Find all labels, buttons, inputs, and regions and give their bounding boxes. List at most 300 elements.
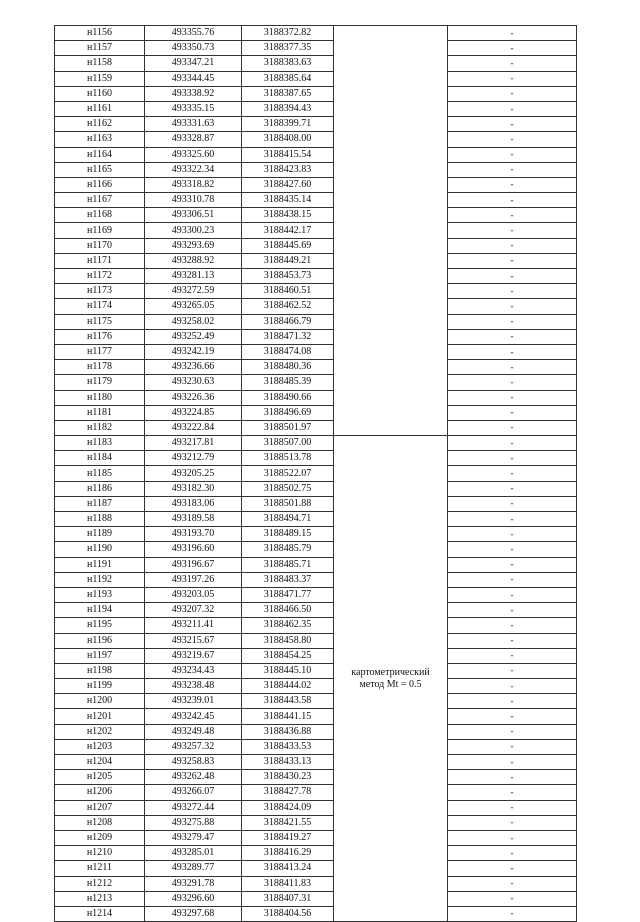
point-id-cell: н1203 [55, 739, 145, 754]
x-coordinate-cell: 493344.45 [145, 71, 242, 86]
y-coordinate-cell: 3188421.55 [242, 815, 334, 830]
x-coordinate-cell: 493211.41 [145, 618, 242, 633]
x-coordinate-cell: 493296.60 [145, 891, 242, 906]
point-id-cell: н1204 [55, 755, 145, 770]
point-id-cell: н1168 [55, 208, 145, 223]
y-coordinate-cell: 3188408.00 [242, 132, 334, 147]
x-coordinate-cell: 493189.58 [145, 512, 242, 527]
note-cell: - [448, 56, 577, 71]
note-cell: - [448, 557, 577, 572]
note-cell: - [448, 117, 577, 132]
y-coordinate-cell: 3188449.21 [242, 253, 334, 268]
x-coordinate-cell: 493193.70 [145, 527, 242, 542]
note-cell: - [448, 208, 577, 223]
y-coordinate-cell: 3188433.13 [242, 755, 334, 770]
x-coordinate-cell: 493224.85 [145, 405, 242, 420]
table-row [55, 451, 577, 466]
point-id-cell: н1163 [55, 132, 145, 147]
x-coordinate-cell: 493212.79 [145, 451, 242, 466]
point-id-cell: н1195 [55, 618, 145, 633]
y-coordinate-cell: 3188485.39 [242, 375, 334, 390]
y-coordinate-cell: 3188383.63 [242, 56, 334, 71]
y-coordinate-cell: 3188443.58 [242, 694, 334, 709]
x-coordinate-cell: 493272.44 [145, 800, 242, 815]
x-coordinate-cell: 493285.01 [145, 846, 242, 861]
table-row [55, 846, 577, 861]
point-id-cell: н1193 [55, 587, 145, 602]
y-coordinate-cell: 3188444.02 [242, 679, 334, 694]
x-coordinate-cell: 493196.60 [145, 542, 242, 557]
table-row [55, 86, 577, 101]
x-coordinate-cell: 493297.68 [145, 906, 242, 921]
y-coordinate-cell: 3188453.73 [242, 269, 334, 284]
x-coordinate-cell: 493258.83 [145, 755, 242, 770]
point-id-cell: н1177 [55, 344, 145, 359]
note-cell: - [448, 284, 577, 299]
note-cell: - [448, 177, 577, 192]
point-id-cell: н1197 [55, 648, 145, 663]
y-coordinate-cell: 3188466.50 [242, 603, 334, 618]
y-coordinate-cell: 3188485.71 [242, 557, 334, 572]
x-coordinate-cell: 493275.88 [145, 815, 242, 830]
y-coordinate-cell: 3188404.56 [242, 906, 334, 921]
note-cell: - [448, 663, 577, 678]
x-coordinate-cell: 493288.92 [145, 253, 242, 268]
y-coordinate-cell: 3188407.31 [242, 891, 334, 906]
note-cell: - [448, 253, 577, 268]
table-row [55, 117, 577, 132]
note-cell: - [448, 648, 577, 663]
note-cell: - [448, 496, 577, 511]
note-cell: - [448, 86, 577, 101]
table-row [55, 466, 577, 481]
x-coordinate-cell: 493203.05 [145, 587, 242, 602]
point-id-cell: н1212 [55, 876, 145, 891]
y-coordinate-cell: 3188445.69 [242, 238, 334, 253]
x-coordinate-cell: 493226.36 [145, 390, 242, 405]
table-row [55, 56, 577, 71]
point-id-cell: н1211 [55, 861, 145, 876]
y-coordinate-cell: 3188411.83 [242, 876, 334, 891]
point-id-cell: н1162 [55, 117, 145, 132]
x-coordinate-cell: 493355.76 [145, 26, 242, 41]
x-coordinate-cell: 493291.78 [145, 876, 242, 891]
x-coordinate-cell: 493272.59 [145, 284, 242, 299]
point-id-cell: н1161 [55, 101, 145, 116]
note-cell: - [448, 223, 577, 238]
y-coordinate-cell: 3188485.79 [242, 542, 334, 557]
table-row [55, 679, 577, 694]
y-coordinate-cell: 3188416.29 [242, 846, 334, 861]
x-coordinate-cell: 493257.32 [145, 739, 242, 754]
point-id-cell: н1188 [55, 512, 145, 527]
point-id-cell: н1169 [55, 223, 145, 238]
y-coordinate-cell: 3188489.15 [242, 527, 334, 542]
table-row [55, 663, 577, 678]
table-row [55, 694, 577, 709]
note-cell: - [448, 785, 577, 800]
note-cell: - [448, 41, 577, 56]
note-cell: - [448, 132, 577, 147]
note-cell: - [448, 633, 577, 648]
note-cell: - [448, 451, 577, 466]
note-cell: - [448, 846, 577, 861]
x-coordinate-cell: 493205.25 [145, 466, 242, 481]
x-coordinate-cell: 493234.43 [145, 663, 242, 678]
table-row [55, 223, 577, 238]
table-row [55, 208, 577, 223]
note-cell: - [448, 162, 577, 177]
y-coordinate-cell: 3188387.65 [242, 86, 334, 101]
y-coordinate-cell: 3188372.82 [242, 26, 334, 41]
point-id-cell: н1156 [55, 26, 145, 41]
x-coordinate-cell: 493182.30 [145, 481, 242, 496]
note-cell: - [448, 815, 577, 830]
table-row [55, 177, 577, 192]
method-cell-empty [334, 26, 448, 436]
table-row [55, 876, 577, 891]
note-cell: - [448, 800, 577, 815]
y-coordinate-cell: 3188436.88 [242, 724, 334, 739]
y-coordinate-cell: 3188413.24 [242, 861, 334, 876]
point-id-cell: н1170 [55, 238, 145, 253]
y-coordinate-cell: 3188494.71 [242, 512, 334, 527]
table-row [55, 785, 577, 800]
y-coordinate-cell: 3188513.78 [242, 451, 334, 466]
point-id-cell: н1172 [55, 269, 145, 284]
x-coordinate-cell: 493318.82 [145, 177, 242, 192]
x-coordinate-cell: 493306.51 [145, 208, 242, 223]
note-cell: - [448, 71, 577, 86]
x-coordinate-cell: 493266.07 [145, 785, 242, 800]
point-id-cell: н1179 [55, 375, 145, 390]
y-coordinate-cell: 3188427.60 [242, 177, 334, 192]
point-id-cell: н1205 [55, 770, 145, 785]
table-row [55, 147, 577, 162]
x-coordinate-cell: 493230.63 [145, 375, 242, 390]
y-coordinate-cell: 3188471.32 [242, 329, 334, 344]
table-row [55, 739, 577, 754]
table-row [55, 830, 577, 845]
x-coordinate-cell: 493236.66 [145, 360, 242, 375]
table-row [55, 557, 577, 572]
point-id-cell: н1183 [55, 436, 145, 451]
y-coordinate-cell: 3188458.80 [242, 633, 334, 648]
note-cell: - [448, 147, 577, 162]
table-row [55, 603, 577, 618]
table-row [55, 41, 577, 56]
note-cell: - [448, 679, 577, 694]
point-id-cell: н1189 [55, 527, 145, 542]
table-row [55, 26, 577, 41]
point-id-cell: н1165 [55, 162, 145, 177]
note-cell: - [448, 238, 577, 253]
y-coordinate-cell: 3188474.08 [242, 344, 334, 359]
point-id-cell: н1158 [55, 56, 145, 71]
x-coordinate-cell: 493265.05 [145, 299, 242, 314]
x-coordinate-cell: 493207.32 [145, 603, 242, 618]
point-id-cell: н1181 [55, 405, 145, 420]
note-cell: - [448, 360, 577, 375]
table-row [55, 861, 577, 876]
y-coordinate-cell: 3188424.09 [242, 800, 334, 815]
x-coordinate-cell: 493347.21 [145, 56, 242, 71]
x-coordinate-cell: 493262.48 [145, 770, 242, 785]
point-id-cell: н1175 [55, 314, 145, 329]
table-row [55, 329, 577, 344]
table-row [55, 101, 577, 116]
x-coordinate-cell: 493300.23 [145, 223, 242, 238]
note-cell: - [448, 344, 577, 359]
y-coordinate-cell: 3188377.35 [242, 41, 334, 56]
point-id-cell: н1159 [55, 71, 145, 86]
x-coordinate-cell: 493338.92 [145, 86, 242, 101]
table-row [55, 405, 577, 420]
note-cell: - [448, 420, 577, 435]
point-id-cell: н1207 [55, 800, 145, 815]
method-cell [334, 436, 448, 922]
table-row [55, 891, 577, 906]
point-id-cell: н1173 [55, 284, 145, 299]
note-cell: - [448, 770, 577, 785]
table-row [55, 587, 577, 602]
note-cell: - [448, 755, 577, 770]
point-id-cell: н1180 [55, 390, 145, 405]
point-id-cell: н1167 [55, 193, 145, 208]
note-cell: - [448, 269, 577, 284]
point-id-cell: н1210 [55, 846, 145, 861]
point-id-cell: н1194 [55, 603, 145, 618]
x-coordinate-cell: 493239.01 [145, 694, 242, 709]
table-row [55, 420, 577, 435]
table-row [55, 299, 577, 314]
point-id-cell: н1184 [55, 451, 145, 466]
note-cell: - [448, 861, 577, 876]
note-cell: - [448, 101, 577, 116]
x-coordinate-cell: 493238.48 [145, 679, 242, 694]
y-coordinate-cell: 3188385.64 [242, 71, 334, 86]
note-cell: - [448, 481, 577, 496]
y-coordinate-cell: 3188502.75 [242, 481, 334, 496]
note-cell: - [448, 314, 577, 329]
table-row [55, 344, 577, 359]
table-row [55, 375, 577, 390]
x-coordinate-cell: 493350.73 [145, 41, 242, 56]
point-id-cell: н1213 [55, 891, 145, 906]
note-cell: - [448, 542, 577, 557]
x-coordinate-cell: 493242.45 [145, 709, 242, 724]
point-id-cell: н1166 [55, 177, 145, 192]
table-row [55, 71, 577, 86]
point-id-cell: н1202 [55, 724, 145, 739]
y-coordinate-cell: 3188501.88 [242, 496, 334, 511]
table-row [55, 481, 577, 496]
point-id-cell: н1160 [55, 86, 145, 101]
table-row [55, 770, 577, 785]
table-row [55, 193, 577, 208]
table-row [55, 269, 577, 284]
note-cell: - [448, 876, 577, 891]
x-coordinate-cell: 493249.48 [145, 724, 242, 739]
point-id-cell: н1174 [55, 299, 145, 314]
table-row [55, 360, 577, 375]
table-row [55, 709, 577, 724]
table-row [55, 162, 577, 177]
point-id-cell: н1208 [55, 815, 145, 830]
table-row [55, 314, 577, 329]
note-cell: - [448, 390, 577, 405]
note-cell: - [448, 891, 577, 906]
x-coordinate-cell: 493289.77 [145, 861, 242, 876]
point-id-cell: н1198 [55, 663, 145, 678]
x-coordinate-cell: 493322.34 [145, 162, 242, 177]
table-row [55, 496, 577, 511]
note-cell: - [448, 694, 577, 709]
x-coordinate-cell: 493279.47 [145, 830, 242, 845]
note-cell: - [448, 527, 577, 542]
y-coordinate-cell: 3188430.23 [242, 770, 334, 785]
y-coordinate-cell: 3188480.36 [242, 360, 334, 375]
x-coordinate-cell: 493281.13 [145, 269, 242, 284]
y-coordinate-cell: 3188435.14 [242, 193, 334, 208]
point-id-cell: н1201 [55, 709, 145, 724]
x-coordinate-cell: 493325.60 [145, 147, 242, 162]
note-cell: - [448, 709, 577, 724]
note-cell: - [448, 739, 577, 754]
table-row [55, 527, 577, 542]
x-coordinate-cell: 493197.26 [145, 572, 242, 587]
note-cell: - [448, 299, 577, 314]
point-id-cell: н1196 [55, 633, 145, 648]
x-coordinate-cell: 493328.87 [145, 132, 242, 147]
point-id-cell: н1187 [55, 496, 145, 511]
note-cell: - [448, 26, 577, 41]
x-coordinate-cell: 493215.67 [145, 633, 242, 648]
point-id-cell: н1200 [55, 694, 145, 709]
coordinates-table [54, 25, 577, 922]
note-cell: - [448, 618, 577, 633]
note-cell: - [448, 587, 577, 602]
point-id-cell: н1191 [55, 557, 145, 572]
table-body [55, 26, 577, 922]
y-coordinate-cell: 3188427.78 [242, 785, 334, 800]
y-coordinate-cell: 3188496.69 [242, 405, 334, 420]
note-cell: - [448, 466, 577, 481]
note-cell: - [448, 193, 577, 208]
note-cell: - [448, 724, 577, 739]
y-coordinate-cell: 3188490.66 [242, 390, 334, 405]
y-coordinate-cell: 3188441.15 [242, 709, 334, 724]
x-coordinate-cell: 493242.19 [145, 344, 242, 359]
y-coordinate-cell: 3188462.52 [242, 299, 334, 314]
y-coordinate-cell: 3188399.71 [242, 117, 334, 132]
point-id-cell: н1190 [55, 542, 145, 557]
y-coordinate-cell: 3188454.25 [242, 648, 334, 663]
x-coordinate-cell: 493183.06 [145, 496, 242, 511]
method-label: картометрический [351, 666, 430, 678]
y-coordinate-cell: 3188423.83 [242, 162, 334, 177]
point-id-cell: н1164 [55, 147, 145, 162]
x-coordinate-cell: 493310.78 [145, 193, 242, 208]
x-coordinate-cell: 493335.15 [145, 101, 242, 116]
y-coordinate-cell: 3188466.79 [242, 314, 334, 329]
point-id-cell: н1214 [55, 906, 145, 921]
y-coordinate-cell: 3188433.53 [242, 739, 334, 754]
y-coordinate-cell: 3188438.15 [242, 208, 334, 223]
table-row [55, 542, 577, 557]
table-row [55, 906, 577, 921]
table-row [55, 284, 577, 299]
point-id-cell: н1186 [55, 481, 145, 496]
note-cell: - [448, 436, 577, 451]
point-id-cell: н1157 [55, 41, 145, 56]
x-coordinate-cell: 493217.81 [145, 436, 242, 451]
point-id-cell: н1209 [55, 830, 145, 845]
y-coordinate-cell: 3188445.10 [242, 663, 334, 678]
y-coordinate-cell: 3188419.27 [242, 830, 334, 845]
method-accuracy: метод Mt = 0.5 [359, 678, 422, 690]
table-row [55, 390, 577, 405]
point-id-cell: н1192 [55, 572, 145, 587]
note-cell: - [448, 405, 577, 420]
point-id-cell: н1199 [55, 679, 145, 694]
note-cell: - [448, 572, 577, 587]
table-row [55, 815, 577, 830]
point-id-cell: н1182 [55, 420, 145, 435]
table-row [55, 618, 577, 633]
y-coordinate-cell: 3188507.00 [242, 436, 334, 451]
y-coordinate-cell: 3188394.43 [242, 101, 334, 116]
x-coordinate-cell: 493219.67 [145, 648, 242, 663]
y-coordinate-cell: 3188471.77 [242, 587, 334, 602]
table-row [55, 755, 577, 770]
x-coordinate-cell: 493222.84 [145, 420, 242, 435]
table-row [55, 724, 577, 739]
y-coordinate-cell: 3188460.51 [242, 284, 334, 299]
table-row [55, 253, 577, 268]
point-id-cell: н1176 [55, 329, 145, 344]
y-coordinate-cell: 3188522.07 [242, 466, 334, 481]
note-cell: - [448, 375, 577, 390]
point-id-cell: н1178 [55, 360, 145, 375]
note-cell: - [448, 906, 577, 921]
table-row [55, 648, 577, 663]
table-row [55, 238, 577, 253]
x-coordinate-cell: 493331.63 [145, 117, 242, 132]
y-coordinate-cell: 3188415.54 [242, 147, 334, 162]
x-coordinate-cell: 493258.02 [145, 314, 242, 329]
table-row [55, 132, 577, 147]
note-cell: - [448, 512, 577, 527]
y-coordinate-cell: 3188442.17 [242, 223, 334, 238]
y-coordinate-cell: 3188462.35 [242, 618, 334, 633]
note-cell: - [448, 830, 577, 845]
table-row [55, 572, 577, 587]
note-cell: - [448, 603, 577, 618]
point-id-cell: н1185 [55, 466, 145, 481]
x-coordinate-cell: 493196.67 [145, 557, 242, 572]
y-coordinate-cell: 3188501.97 [242, 420, 334, 435]
point-id-cell: н1171 [55, 253, 145, 268]
table-row [55, 512, 577, 527]
note-cell: - [448, 329, 577, 344]
x-coordinate-cell: 493293.69 [145, 238, 242, 253]
point-id-cell: н1206 [55, 785, 145, 800]
x-coordinate-cell: 493252.49 [145, 329, 242, 344]
table-row [55, 633, 577, 648]
table-row [55, 436, 577, 451]
y-coordinate-cell: 3188483.37 [242, 572, 334, 587]
